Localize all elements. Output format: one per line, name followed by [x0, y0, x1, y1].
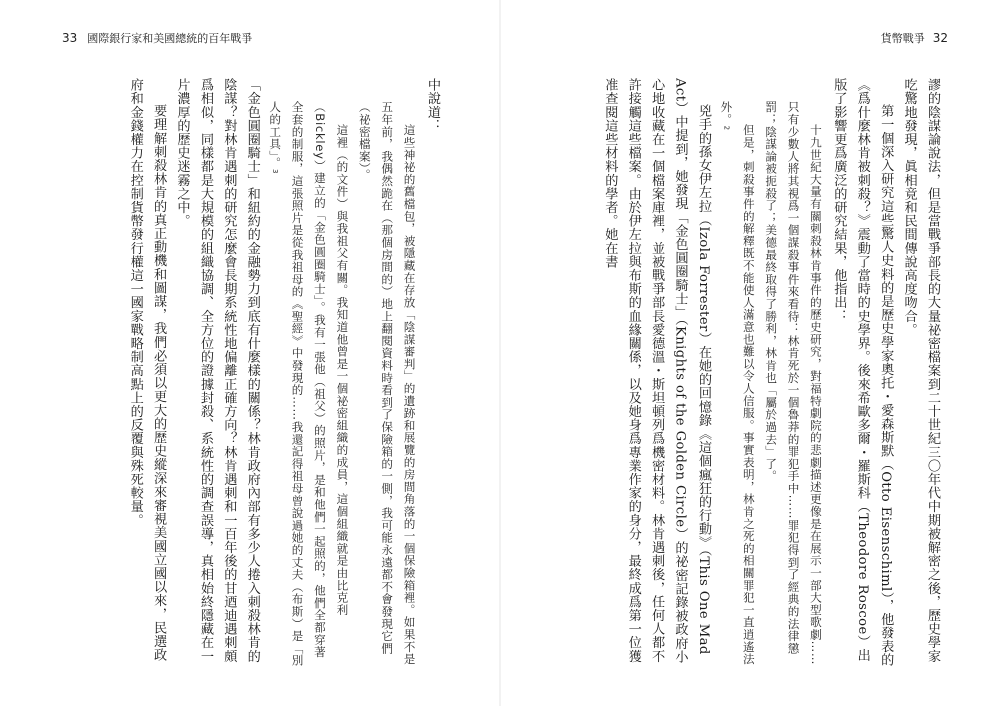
left-lead-text: 中說道： [425, 78, 440, 133]
right-running-title: 貨幣戰爭 [880, 32, 925, 45]
right-quote-1: 十九世紀大量有關刺殺林肯事件的歷史研究，對福特劇院的悲劇描述更像是在展示一部大型歌劇……只有少數人將其視爲一個謀殺事件來看待：林肯死於一個魯莽的罪犯手中……罪犯得到了經典的法律懲罰；陰謀論被扼殺了；美德最終取得了勝利，林肯也「屬於過去」了。 [764, 101, 823, 666]
left-page-header [62, 30, 252, 46]
left-quote-2-text: 這裡（的文件）與我祖父有關。我知道他曾是一個祕密組織的成員，這個組織就是由比克利（Bickley）建立的「金色圓圈騎士」。我有一張他（祖父）的照片，是和他們一起照的，他們全都穿著全套的制服，這張照片是從我祖母的《聖經》中發現的……我還記得祖母曾說過她的丈夫（布斯）是「別人的工具」。 [268, 101, 350, 667]
right-paragraph-3: 兇手的孫女伊左拉（Izola Forrester）在她的回憶錄《這個瘋狂的行動》（This One Mad Act）中提到，她發現「金色圓圈騎士」（Knights of the Golden Circle）的祕密記錄被政府小心地收藏在一個檔案庫裡，並被戰爭部長愛德溫・斯坦頓列爲機密材料。林肯遇刺後，任何人都不許接觸這些檔案。由於伊左拉與布斯的血緣關係，以及她身爲專業作家的身分，最終成爲第一位獲准查閱這些材料的學者。她在書 [602, 78, 711, 664]
right-page-number: 32 [932, 31, 948, 45]
left-paragraph-1: 「金色圓圈騎士」和紐約的金融勢力到底有什麼樣的關係？林肯政府內部有多少人捲入刺殺林肯的陰謀？對林肯遇刺的研究怎麼會長期系統性地偏離正確方向？林肯遇刺和一百年後的甘迺迪遇刺頗爲相似，同樣都是大規模的組織協調、全方位的證據封殺、系統性的調查誤導，真相始終隱藏在一片濃厚的歷史迷霧之中。 [174, 78, 260, 663]
left-paragraph-2: 要理解刺殺林肯的真正動機和圖謀，我們必須以更大的歷史縱深來審視美國立國以來，民選政府和金錢權力在控制貨幣發行權這一國家戰略制高點上的反覆與殊死較量。 [127, 78, 167, 662]
right-page-header [881, 30, 948, 46]
right-quote-2 [715, 78, 760, 668]
left-quote-2 [264, 78, 354, 668]
left-running-title: 國際銀行家和美國總統的百年戰爭 [87, 32, 253, 45]
right-paragraph-1: 謬的陰謀論說法，但是當戰爭部長的大量祕密檔案到二十世紀三〇年代中期被解密之後，歷史學家吃驚地發現，眞相竟和民間傳說高度吻合。 [901, 78, 940, 663]
right-quote-2-ref: 2 [722, 125, 731, 131]
right-quote-2-text: 但是，刺殺事件的解釋既不能使人滿意也難以令人信服。事實表明，林肯之死的相關罪犯一直逍遙法外。 [719, 101, 756, 666]
right-page [500, 0, 1000, 706]
right-page-body [564, 78, 944, 668]
left-page-body [80, 78, 444, 668]
left-quote-1: 這些神祕的舊檔包，被隱藏在存放「陰謀審判」的遺跡和展覽的房間角落的一個保險箱裡。如果不是五年前，我偶然跪在（那個房間的）地上翻閱資料時看到了保險箱的一側，我可能永遠都不會發現它們（祕密檔案）。 [357, 101, 417, 666]
left-page-number: 33 [62, 31, 78, 45]
right-paragraph-2: 第一個深入研究這些驚人史料的是歷史學家奧托・愛森斯默（Otto Eisenschiml），他發表的《爲什麼林肯被刺殺？》震動了當時的史學界。後來希歐多爾・羅斯科（Theodore Roscoe）出版了影響更爲廣泛的研究結果，他指出： [831, 78, 894, 668]
left-quote-2-ref: 3 [271, 169, 280, 175]
